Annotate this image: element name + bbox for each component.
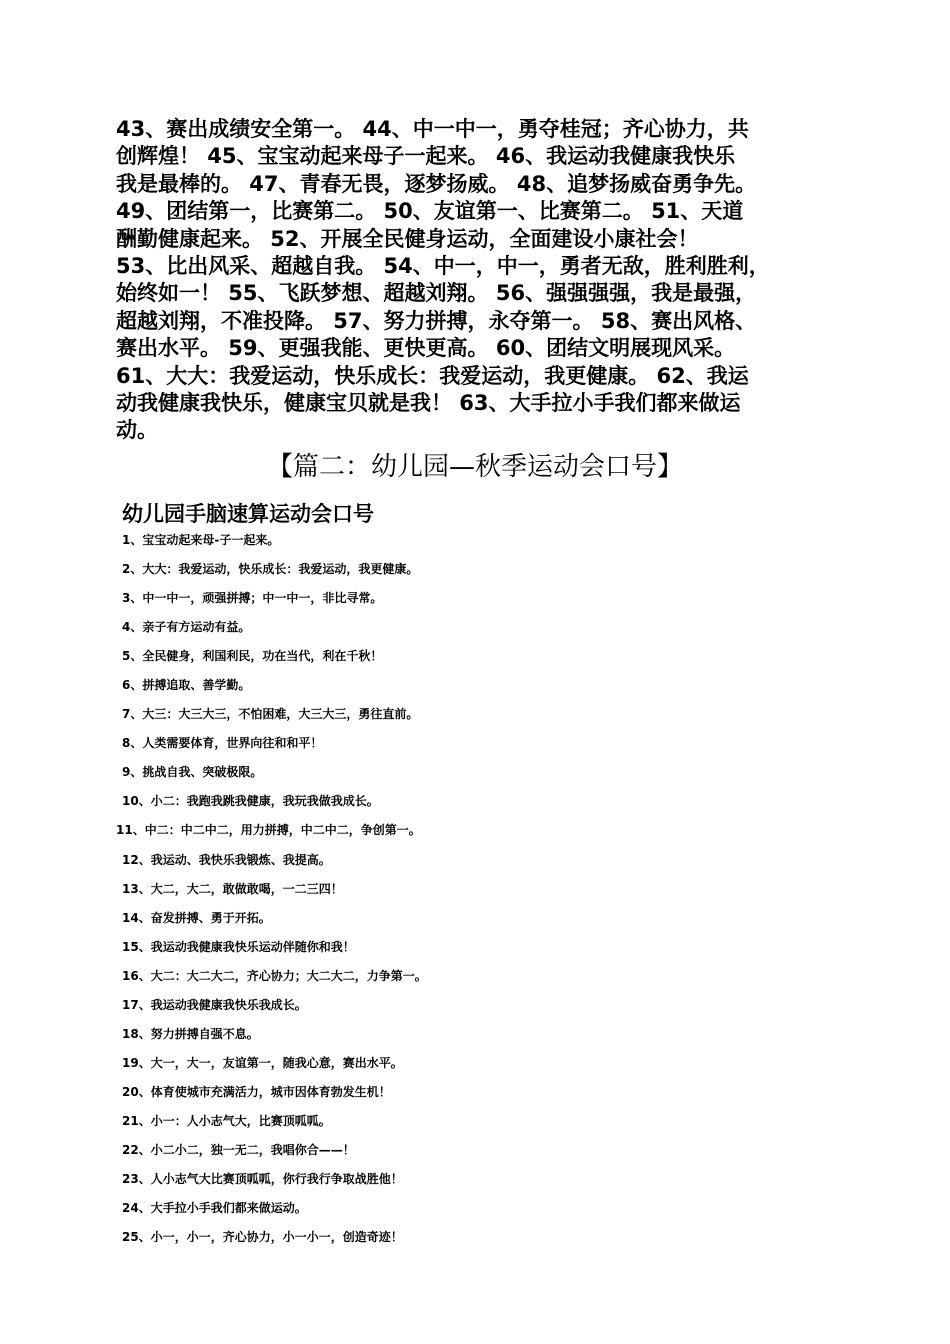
paragraph-line: 61、大大：我爱运动，快乐成长：我爱运动，我更健康。 62、我运 [116,363,749,388]
list-item: 15、我运动我健康我快乐运动伴随你和我！ [122,939,355,954]
paragraph-line: 赛出水平。 59、更强我能、更快更高。 60、团结文明展现风采。 [116,336,736,361]
paragraph-line: 43、赛出成绩安全第一。 44、中一中一，勇夺桂冠；齐心协力，共 [116,117,749,141]
list-item: 18、努力拼搏自强不息。 [122,1026,259,1041]
paragraph-line: 动。 [116,418,158,443]
list-item: 9、挑战自我、突破极限。 [122,765,263,780]
list-item: 12、我运动、我快乐我锻炼、我提高。 [122,852,331,867]
paragraph-line: 动我健康我快乐，健康宝贝就是我！ 63、大手拉小手我们都来做运 [116,391,741,416]
list-item: 19、大一，大一，友谊第一，随我心意，赛出水平。 [122,1055,403,1070]
list-item: 3、中一中一，顽强拼搏；中一中一，非比寻常。 [122,591,383,606]
list-item: 23、人小志气大比赛顶呱呱，你行我行争取战胜他！ [122,1172,403,1187]
paragraph-line: 创辉煌！ 45、宝宝动起来母子一起来。 46、我运动我健康我快乐 [116,144,736,169]
paragraph-line: 酬勤健康起来。 52、开展全民健身运动，全面建设小康社会！ [116,226,699,251]
list-item: 16、大二：大二大二，齐心协力；大二大二，力争第一。 [122,968,427,983]
list-item: 11、中二：中二中二，用力拼搏，中二中二，争创第一。 [116,823,421,838]
list-item: 20、体育使城市充满活力，城市因体育勃发生机！ [122,1084,391,1099]
list-item: 7、大三：大三大三，不怕困难，大三大三，勇往直前。 [122,707,419,722]
list-item: 5、全民健身，利国利民，功在当代，利在千秋！ [122,649,383,664]
paragraph-line: 我是最棒的。 47、青春无畏，逐梦扬威。 48、追梦扬威奋勇争先。 [116,171,757,196]
slogan-list [0,526,950,1252]
list-item: 21、小一：人小志气大，比赛顶呱呱。 [122,1113,331,1128]
list-item: 2、大大：我爱运动，快乐成长：我爱运动，我更健康。 [122,562,419,577]
list-item: 6、拼搏追取、善学勤。 [122,678,251,693]
list-item: 13、大二，大二，敢做敢喝，一二三四！ [122,881,343,896]
list-item: 10、小二：我跑我跳我健康，我玩我做我成长。 [122,794,379,809]
list-item: 25、小一，小一，齐心协力，小一小一，创造奇迹！ [122,1230,403,1245]
paragraph-line: 超越刘翔，不准投降。 57、努力拼搏，永夺第一。 58、赛出风格、 [116,308,757,333]
section-title: 【篇二：幼儿园—秋季运动会口号】 [266,452,683,482]
list-item: 8、人类需要体育，世界向往和和平！ [122,736,323,751]
slogan-paragraph [116,116,846,445]
list-item: 24、大手拉小手我们都来做运动。 [122,1201,307,1216]
list-item: 14、奋发拼搏、勇于开拓。 [122,910,271,925]
list-item: 1、宝宝动起来母-子一起来。 [122,533,280,547]
list-item: 22、小二小二，独一无二，我唱你合——！ [122,1142,355,1157]
paragraph-line: 49、团结第一，比赛第二。 50、友谊第一、比赛第二。 51、天道 [116,199,744,224]
list-item: 4、亲子有方运动有益。 [122,620,251,635]
subsection-title: 幼儿园手脑速算运动会口号 [122,502,374,526]
paragraph-line: 53、比出风采、超越自我。 54、中一，中一，勇者无敌，胜利胜利， [116,254,770,279]
list-item: 17、我运动我健康我快乐我成长。 [122,997,307,1012]
paragraph-line: 始终如一！ 55、飞跃梦想、超越刘翔。 56、强强强强，我是最强， [116,281,757,306]
